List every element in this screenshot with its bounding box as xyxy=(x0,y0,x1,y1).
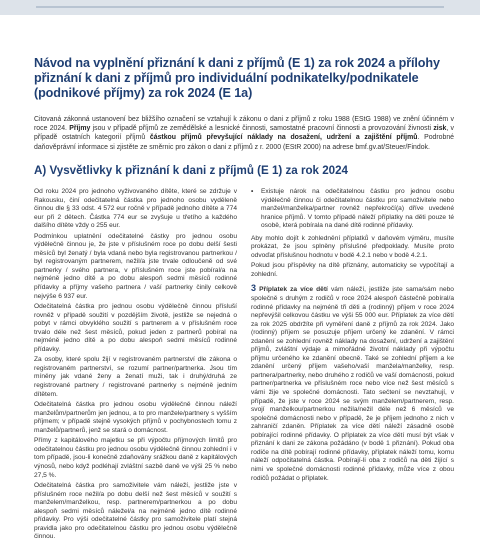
two-column-body xyxy=(34,188,454,541)
section-number: 3 xyxy=(251,283,257,294)
intro-bold-1: Příjmy xyxy=(69,125,91,133)
right-paragraph: Pokud jsou příspěvky na dítě přiznány, automaticky se vypočítají a zohlední. xyxy=(251,262,454,278)
intro-paragraph xyxy=(34,115,454,152)
bullet-dot-icon: • xyxy=(251,188,254,195)
left-paragraph: Odečitatelná částka pro samoživitele vám náleží, jestliže jste v příslušném roce nežil/a po dobu delší než šest měsíců v soužití s manželem/manželkou, resp. partnerem/partnerkou a po dobu alespoň sedmi měsíců náležel/a na nejméně jedno dítě rodinné přídavky. Pro výši odečitatelné částky pro samoživitele platí stejná pravidla jako pro odečitatelnou částku pro jednou osobu výdělečně činnou. xyxy=(34,482,237,541)
document-title: Návod na vyplnění přiznání k dani z příjmů (E 1) za rok 2024 a přílohy přiznání k dani z příjmů pro individuální podnikatelky/podnikatele (podnikové příjmy) za rok 2024 (E 1a) xyxy=(34,56,440,100)
intro-bold-3: částkou příjmů převyšující náklady na dosažení, udržení a zajištění příjmů xyxy=(149,134,418,142)
left-paragraph: Přímy z kapitálového majetku se při výpočtu příjmových limitů pro odečitatelnou částku pro jednou osobu výdělečně činnou zohlední i v tom případě, jsou-li konečně zdaňovány srážkou daně z kapitálových výnosů, nebo když podléhají zvláštní sazbě daně ve výši 25 % nebo 27,5 %. xyxy=(34,437,237,479)
intro-bold-2: zisk xyxy=(433,125,447,133)
left-paragraph: Za osoby, které spolu žijí v registrovaném partnerství dle zákona o registrovaném partnerství, se rozumí partner/partnerka. Jsou tím míněny jak vdané ženy a ženatí muži, tak i druhý/druhá ze registrované partnery / registrované partnerky s nejméně jedním dítětem. xyxy=(34,356,237,398)
subsection-title: Příplatek za více dětí xyxy=(259,286,328,294)
left-paragraph: Odečitatelná částka pro jednou osobu výdělečně činnou náleží manželům/partnerům jen jednou, a to pro manžele/partnery s vyšším příjmem; v případě stejně vysokých příjmů v pochybnostech tomu z manželů/partnerů, jenž se stará o domácnost. xyxy=(34,401,237,434)
bullet-text: Existuje nárok na odečitatelnou částku pro jednou osobu výdělečně činnou či odečitatelnou částku pro samoživitele nebo manžel/manželka/partner rovněž nepřekročí(a) dříve uvedené hranice příjmů. V tomto případě náleží příplatky na děti pouze té osobě, která pobírala na dané dítě rodinné přídavky. xyxy=(261,188,454,230)
intro-text-4: . Podrobné daňověprávní informace si zjistěte ze směrnic pro zákon o dani z příjmů z r. 2000 (EStR 2000) na adrese bmf.gv.at/Steuer/Findok. xyxy=(34,134,454,151)
header-stripe xyxy=(36,6,444,8)
right-paragraph: Aby mohlo dojít k zohlednění příplatků v daňovém výměru, musíte prokázat, že jsou splněny příslušné předpoklady. Musíte proto odvoďat příslušnou hodnotu v bodě 4.2.1 nebo v bodě 4.2.1. xyxy=(251,234,454,259)
left-paragraph: Odečitatelná částka pro jednou osobu výdělečně činnou přísluší rovněž v případě soužití v pozdějším životě, jestliže se nejedná o pobyt v rámci obvyklého soužití s partnerem a v příslušném roce trvalo déle než šest měsíců, pokud jeden z partnerů pobíral na nejméně jedno dítě a po dobu alespoň sedmi měsíců rodinné přídavky. xyxy=(34,303,237,353)
right-column xyxy=(251,188,454,485)
subsection-text: vám náleží, jestliže jste sama/sám nebo společně s druhým z rodičů v roce 2024 alespoň částečně pobíral/a rodinné přídavky na nejméně tři děti a (rodinný) příjem v roce 2024 nepřevýšil celkovou částku ve výši 55 000 eur. Příplatek za více dětí za rok 2025 obdržíte při vyměření daně z příjmů za rok 2024. Jako (rodinný) příjem se posuzuje příjem určený ke zdanění. V rámci zdanění se zohlední rovněž náklady na dosažení, udržení a zajištění příjmů, zvláštní výdaje a mimořádné životní náklady při výpočtu příjmu určeného ke zdanění obecně. Také se zohlední příjem a ke zdanění určený příjem vašeho/vaší manžela/manželky, resp. partnera/partnerky, nebo druhého z rodičů ve vaší domácnosti, pokud partner/partnerka ve příslušném roce nebo více než šest měsíců s vámi žije ve společné domácnosti. Tato sečtení se nevztahují, v případě, že jste v roce 2024 se svým manželem/partnerem, resp. svojí manželkou/partnerkou nežila/nežil déle než 6 měsíců ve společné domácnosti nebo v případě, že je příjem jednoho z nich v zahraničí zdaněn. Příplatek za více dětí náleží zásadně osobě pobírající rodinné přídavky. O příplatek za více dětí musí být však v přiznání k dani ze zákona požádáno (v bodě 1 přiznání). Pokud oba rodiče na dítě pobírají rodinné přídavky, příplatek náleží tomu, komu náleží odpočitatelná částka. Pobírají-li oba z rodičů na děti žijící s nimi ve společné domácnosti rodinné přídavky, může více z obou rodičů požádat o příplatek. xyxy=(251,286,454,482)
right-section xyxy=(251,284,454,483)
intro-text-1: Citovaná zákonná ustanovení bez bližšího označení se vztahují k zákonu o dani z příjmů z roku 1988 (EStG 1988) ve znění účinném v roce 2024. xyxy=(34,116,454,133)
left-paragraph: Podmínkou uplatnění odečitatelné částky pro jednou osobu výdělečně činnou je, že jste v příslušném roce po dobu delší šesti měsíců byl ženatý / byla vdaná nebo byla registrovanou partnerkou / byl registrovaným partnerem, nežil/a jste trvale odloučeně od své partnerky / svého partnera, v příslušném roce jste pobíral/a na nejméně jedno dítě a po dobu alespoň sedmi měsíců rodinné přídavky a příjmy vašeho partnera / vaší partnerky činily celkově nejvýše 6 937 eur. xyxy=(34,232,237,300)
section-heading: A) Vysvětlivky k přiznání k dani z příjmů (E 1) za rok 2024 xyxy=(34,164,349,177)
bullet-item xyxy=(251,188,454,231)
intro-text-3: , v případě ostatních kategorií příjmů xyxy=(34,125,455,142)
left-paragraph: Od roku 2024 pro jednoho vyživovaného dítěte, které se zdržuje v Rakousku, činí odečitatelná částka pro jednoho osobu vyděleně činnou dle § 33 odst. 4 572 eur ročně v případě jednoho dítěte a 774 eur při 2 dětech. Částka 774 eur se zvyšuje u třetího a každého dalšího dítěte vždy o 255 eur. xyxy=(34,188,237,230)
intro-text-2: jsou v případě příjmů ze zemědělské a lesnické činnosti, samostatné pracovní činnosti a provozování živnosti xyxy=(90,125,434,133)
left-column xyxy=(34,188,237,544)
document-header xyxy=(34,56,454,152)
header-band xyxy=(0,0,480,15)
